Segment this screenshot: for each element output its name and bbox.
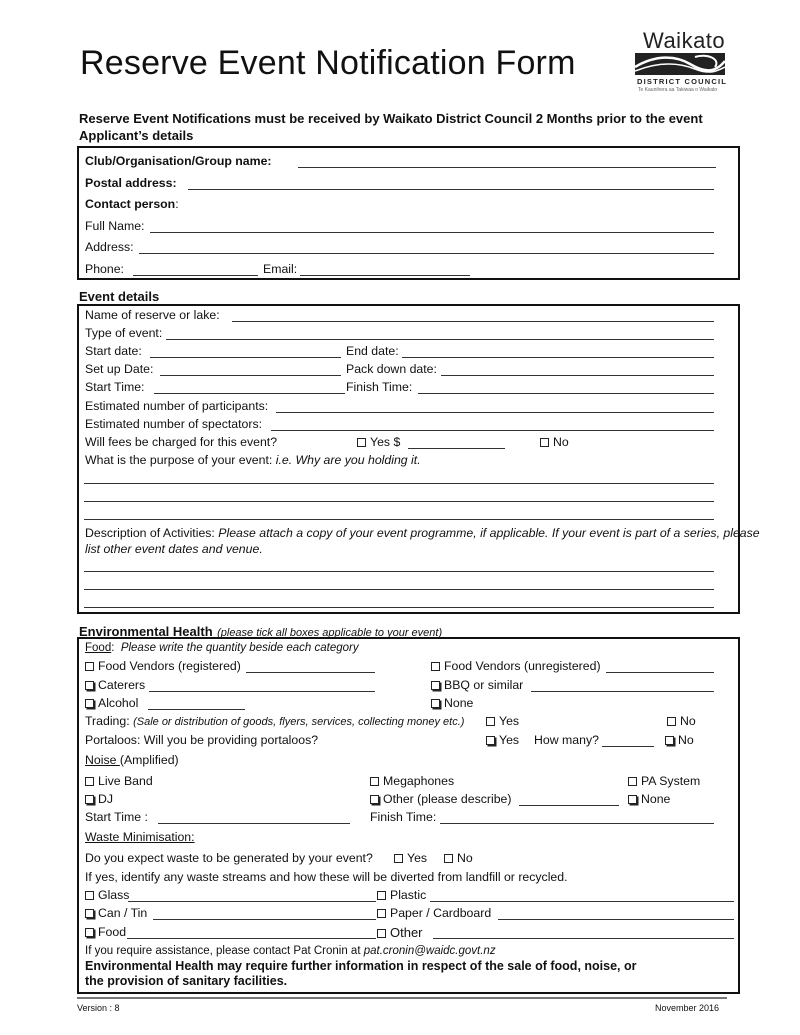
contact-label: Contact person <box>85 197 176 211</box>
trading-prompt <box>85 714 464 730</box>
phone-field[interactable] <box>133 261 258 276</box>
alcohol-label: Alcohol <box>98 696 139 710</box>
food-vendors-registered-option[interactable] <box>85 659 241 674</box>
purpose-prompt <box>85 453 421 468</box>
portaloos-how-many-label: How many? <box>534 733 599 747</box>
full-name-label: Full Name: <box>85 219 145 233</box>
event-heading: Event details <box>79 289 160 304</box>
bbq-checkbox[interactable] <box>431 681 440 690</box>
noise-heading <box>85 753 179 768</box>
email-field[interactable] <box>300 261 470 276</box>
waste-no-option[interactable] <box>444 851 473 866</box>
end-date-label: End date: <box>346 344 399 358</box>
portaloos-no-checkbox[interactable] <box>665 736 674 745</box>
food-vendors-unregistered-option[interactable] <box>431 659 601 674</box>
activities-line-1[interactable] <box>84 571 714 572</box>
portaloos-yes-label: Yes <box>499 733 520 747</box>
type-label: Type of event: <box>85 326 163 340</box>
glass-option[interactable] <box>85 888 129 903</box>
waste-other-label: Other <box>390 925 423 940</box>
noise-start-field[interactable] <box>158 809 350 824</box>
food-none-option[interactable] <box>431 696 473 711</box>
waste-question: Do you expect waste to be generated by your event? <box>85 851 373 865</box>
page-title: Reserve Event Notification Form <box>80 44 576 82</box>
fees-label: Will fees be charged for this event? <box>85 435 278 449</box>
waste-no-checkbox[interactable] <box>444 854 453 863</box>
applicant-heading: Applicant’s details <box>79 128 194 143</box>
footer-date: November 2016 <box>655 1003 720 1013</box>
club-label: Club/Organisation/Group name: <box>85 154 272 168</box>
caterers-checkbox[interactable] <box>85 681 94 690</box>
noise-finish-field[interactable] <box>440 809 714 824</box>
food-vendors-registered-label: Food Vendors (registered) <box>98 659 241 673</box>
waste-yes-option[interactable] <box>394 851 427 866</box>
footer-divider <box>77 997 727 999</box>
email-label: Email: <box>263 262 298 276</box>
food-none-checkbox[interactable] <box>431 699 440 708</box>
can-checkbox[interactable] <box>85 909 94 918</box>
waste-heading: Waste Minimisation: <box>85 830 195 844</box>
megaphones-label: Megaphones <box>383 774 455 788</box>
fees-yes-label: Yes $ <box>370 435 401 449</box>
dj-label: DJ <box>98 792 114 806</box>
assistance-text: If you require assistance, please contact Pat Cronin at <box>85 945 364 957</box>
waste-yes-label: Yes <box>407 851 428 865</box>
purpose-line-3[interactable] <box>84 519 714 520</box>
spectators-label: Estimated number of spectators: <box>85 417 263 431</box>
start-time-field[interactable] <box>154 379 345 394</box>
purpose-hint: i.e. Why are you holding it. <box>275 453 421 467</box>
paper-label: Paper / Cardboard <box>390 906 492 920</box>
noise-label: Noise <box>85 753 120 767</box>
food-vendors-registered-qty[interactable] <box>246 658 375 673</box>
logo-tagline: Te Kaunihera aa Takiwaa o Waikato <box>638 87 718 93</box>
plastic-option[interactable] <box>377 888 426 903</box>
spectators-field[interactable] <box>271 416 714 431</box>
purpose-label: What is the purpose of your event: <box>85 453 276 467</box>
env-heading-hint: (please tick all boxes applicable to your event) <box>217 627 443 639</box>
can-field[interactable] <box>153 905 376 920</box>
portaloos-label: Portaloos: Will you be providing portaloos? <box>85 733 319 747</box>
start-date-label: Start date: <box>85 344 142 358</box>
logo-wordmark: Waikato <box>643 28 726 53</box>
setup-date-field[interactable] <box>160 361 341 376</box>
alcohol-option[interactable] <box>85 696 138 711</box>
bbq-option[interactable] <box>431 678 523 693</box>
noise-none-label: None <box>641 792 671 806</box>
waste-food-field[interactable] <box>127 924 376 939</box>
assistance-email-link[interactable]: pat.cronin@waidc.govt.nz <box>363 945 496 957</box>
can-label: Can / Tin <box>98 906 148 920</box>
live-band-option[interactable] <box>85 774 153 789</box>
reserve-field[interactable] <box>232 307 714 322</box>
activities-hint-1: Please attach a copy of your event programme, if applicable. If your event is part of a series, please <box>218 526 760 540</box>
start-date-field[interactable] <box>150 343 341 358</box>
food-hint: Please write the quantity beside each category <box>120 642 359 654</box>
contact-person-heading <box>85 197 179 212</box>
activities-prompt <box>85 526 760 541</box>
contact-colon: : <box>175 197 179 211</box>
bbq-label: BBQ or similar <box>444 678 524 692</box>
noise-finish-label: Finish Time: <box>370 810 437 824</box>
fees-no-label: No <box>553 435 569 449</box>
glass-checkbox[interactable] <box>85 891 94 900</box>
megaphones-checkbox[interactable] <box>370 777 379 786</box>
caterers-label: Caterers <box>98 678 146 692</box>
plastic-checkbox[interactable] <box>377 891 386 900</box>
council-logo <box>633 28 728 96</box>
assistance-note <box>85 944 496 959</box>
glass-field[interactable] <box>128 887 376 902</box>
waste-yes-checkbox[interactable] <box>394 854 403 863</box>
trading-no-option[interactable] <box>667 714 696 729</box>
waste-no-label: No <box>457 851 473 865</box>
logo-district: DISTRICT COUNCIL <box>637 77 728 86</box>
pa-system-label: PA System <box>641 774 701 788</box>
pa-system-option[interactable] <box>628 774 700 789</box>
packdown-date-field[interactable] <box>441 361 714 376</box>
trading-yes-label: Yes <box>499 714 520 728</box>
trading-hint: (Sale or distribution of goods, flyers, services, collecting money etc.) <box>133 716 465 728</box>
fees-yes-option[interactable] <box>357 435 400 450</box>
pa-system-checkbox[interactable] <box>628 777 637 786</box>
waste-streams-prompt: If yes, identify any waste streams and how these will be diverted from landfill or recycled. <box>85 870 568 884</box>
noise-other-label: Other (please describe) <box>383 792 512 806</box>
noise-hint: (Amplified) <box>119 753 179 767</box>
fees-no-option[interactable] <box>540 435 569 450</box>
trading-no-label: No <box>680 714 696 728</box>
noise-start-label: Start Time : <box>85 810 148 824</box>
activities-line-3[interactable] <box>84 607 714 608</box>
footer-version: Version : 8 <box>77 1003 120 1013</box>
fees-amount-field[interactable] <box>408 434 505 449</box>
full-name-field[interactable] <box>150 218 714 233</box>
trading-yes-checkbox[interactable] <box>486 717 495 726</box>
dj-checkbox[interactable] <box>85 795 94 804</box>
food-vendors-unregistered-checkbox[interactable] <box>431 662 440 671</box>
noise-other-field[interactable] <box>519 791 619 806</box>
megaphones-option[interactable] <box>370 774 454 789</box>
alcohol-qty[interactable] <box>148 695 245 710</box>
waste-food-option[interactable] <box>85 925 126 940</box>
food-vendors-registered-checkbox[interactable] <box>85 662 94 671</box>
activities-line-2[interactable] <box>84 589 714 590</box>
club-name-field[interactable] <box>298 153 716 168</box>
phone-label: Phone: <box>85 262 124 276</box>
purpose-line-2[interactable] <box>84 501 714 502</box>
env-warning-line-1: Environmental Health may require further information in respect of the sale of food, noise, or <box>85 959 637 973</box>
portaloos-yes-option[interactable] <box>486 733 519 748</box>
food-vendors-unregistered-label: Food Vendors (unregistered) <box>444 659 601 673</box>
fees-no-checkbox[interactable] <box>540 438 549 447</box>
noise-none-checkbox[interactable] <box>628 795 637 804</box>
paper-field[interactable] <box>498 905 734 920</box>
setup-date-label: Set up Date: <box>85 362 154 376</box>
env-heading: Environmental Health <box>79 624 213 639</box>
waste-other-field[interactable] <box>433 924 734 939</box>
type-of-event-field[interactable] <box>166 325 714 340</box>
activities-label: Description of Activities: <box>85 526 219 540</box>
fees-yes-checkbox[interactable] <box>357 438 366 447</box>
live-band-label: Live Band <box>98 774 153 788</box>
caterers-qty[interactable] <box>149 677 375 692</box>
finish-time-label: Finish Time: <box>346 380 413 394</box>
reserve-label: Name of reserve or lake: <box>85 308 220 322</box>
portaloos-no-label: No <box>678 733 694 747</box>
noise-other-checkbox[interactable] <box>370 795 379 804</box>
caterers-option[interactable] <box>85 678 145 693</box>
participants-label: Estimated number of participants: <box>85 399 269 413</box>
portaloos-no-option[interactable] <box>665 733 694 748</box>
paper-checkbox[interactable] <box>377 909 386 918</box>
live-band-checkbox[interactable] <box>85 777 94 786</box>
portaloos-yes-checkbox[interactable] <box>486 736 495 745</box>
bbq-qty[interactable] <box>531 677 714 692</box>
waste-food-label: Food <box>98 925 127 939</box>
plastic-label: Plastic <box>390 888 427 902</box>
noise-other-option[interactable] <box>370 792 512 807</box>
trading-no-checkbox[interactable] <box>667 717 676 726</box>
food-none-label: None <box>444 696 474 710</box>
address-field[interactable] <box>139 239 714 254</box>
participants-field[interactable] <box>276 398 714 413</box>
portaloos-count-field[interactable] <box>602 732 654 747</box>
end-date-field[interactable] <box>402 343 714 358</box>
trading-label: Trading: <box>85 714 134 728</box>
finish-time-field[interactable] <box>418 379 714 394</box>
food-heading: Food: Please write the quantity beside each category <box>85 642 359 654</box>
start-time-label: Start Time: <box>85 380 145 394</box>
paper-option[interactable] <box>377 906 491 921</box>
waste-other-option[interactable] <box>377 925 423 940</box>
postal-label: Postal address: <box>85 176 177 190</box>
waste-food-checkbox[interactable] <box>85 928 94 937</box>
alcohol-checkbox[interactable] <box>85 699 94 708</box>
postal-address-field[interactable] <box>188 175 714 190</box>
activities-hint-2: list other event dates and venue. <box>85 542 263 556</box>
logo-wave-icon <box>635 53 725 75</box>
glass-label: Glass <box>98 888 130 902</box>
packdown-date-label: Pack down date: <box>346 362 437 376</box>
waste-other-checkbox[interactable] <box>377 929 386 938</box>
purpose-line-1[interactable] <box>84 483 714 484</box>
noise-none-option[interactable] <box>628 792 670 807</box>
trading-yes-option[interactable] <box>486 714 519 729</box>
address-label: Address: <box>85 240 134 254</box>
submission-notice: Reserve Event Notifications must be received by Waikato District Council 2 Months prior to the event <box>79 111 703 126</box>
food-label: Food <box>85 642 112 654</box>
plastic-field[interactable] <box>430 887 734 902</box>
can-option[interactable] <box>85 906 147 921</box>
dj-option[interactable] <box>85 792 113 807</box>
env-warning-line-2: the provision of sanitary facilities. <box>85 974 288 988</box>
food-vendors-unregistered-qty[interactable] <box>606 658 714 673</box>
